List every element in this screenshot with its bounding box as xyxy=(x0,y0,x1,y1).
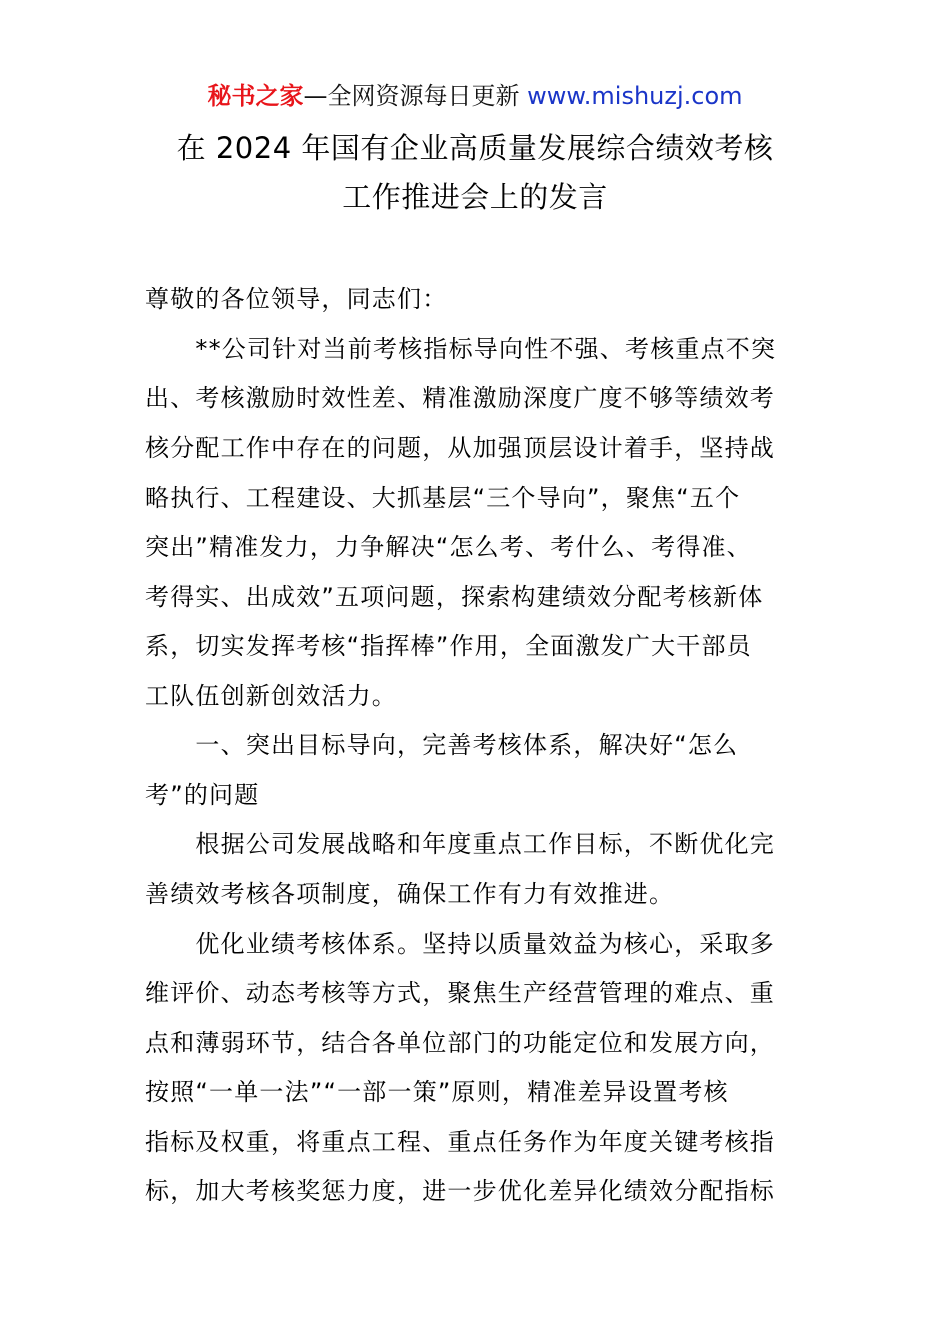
section-heading-line: 考”的问题 xyxy=(145,781,260,809)
site-tagline: —全网资源每日更新 xyxy=(303,82,528,110)
site-brand: 秘书之家 xyxy=(207,82,304,110)
body-line: 考得实、出成效”五项问题，探索构建绩效分配考核新体 xyxy=(145,583,764,611)
site-url-link[interactable]: www.mishuzj.com xyxy=(527,82,743,110)
body-line: 善绩效考核各项制度，确保工作有力有效推进。 xyxy=(145,880,675,908)
body-line: 突出”精准发力，力争解决“怎么考、考什么、考得准、 xyxy=(145,533,752,561)
site-header xyxy=(0,80,950,112)
body-line: 略执行、工程建设、大抓基层“三个导向”，聚焦“五个 xyxy=(145,484,741,512)
body-line: 优化业绩考核体系。坚持以质量效益为核心，采取多 xyxy=(145,930,775,958)
body-line: **公司针对当前考核指标导向性不强、考核重点不突 xyxy=(145,335,777,363)
salutation: 尊敬的各位领导，同志们： xyxy=(145,285,448,313)
body-line: 工队伍创新创效活力。 xyxy=(145,682,397,710)
document-title-line-1: 在 2024 年国有企业高质量发展综合绩效考核 xyxy=(176,131,774,165)
section-heading-line: 一、突出目标导向，完善考核体系，解决好“怎么 xyxy=(145,731,739,759)
body-line: 系，切实发挥考核“指挥棒”作用，全面激发广大干部员 xyxy=(145,632,752,660)
body-line: 按照“一单一法”“一部一策”原则，精准差异设置考核 xyxy=(145,1078,729,1106)
body-line: 根据公司发展战略和年度重点工作目标，不断优化完 xyxy=(145,830,775,858)
body-line: 核分配工作中存在的问题，从加强顶层设计着手，坚持战 xyxy=(145,434,775,462)
document-title-line-2: 工作推进会上的发言 xyxy=(342,180,608,214)
body-line: 出、考核激励时效性差、精准激励深度广度不够等绩效考 xyxy=(145,384,775,412)
body-line: 点和薄弱环节，结合各单位部门的功能定位和发展方向， xyxy=(145,1029,775,1057)
body-line: 指标及权重，将重点工程、重点任务作为年度关键考核指 xyxy=(145,1128,775,1156)
body-line: 维评价、动态考核等方式，聚焦生产经营管理的难点、重 xyxy=(145,979,775,1007)
body-line: 标，加大考核奖惩力度，进一步优化差异化绩效分配指标 xyxy=(145,1177,775,1205)
